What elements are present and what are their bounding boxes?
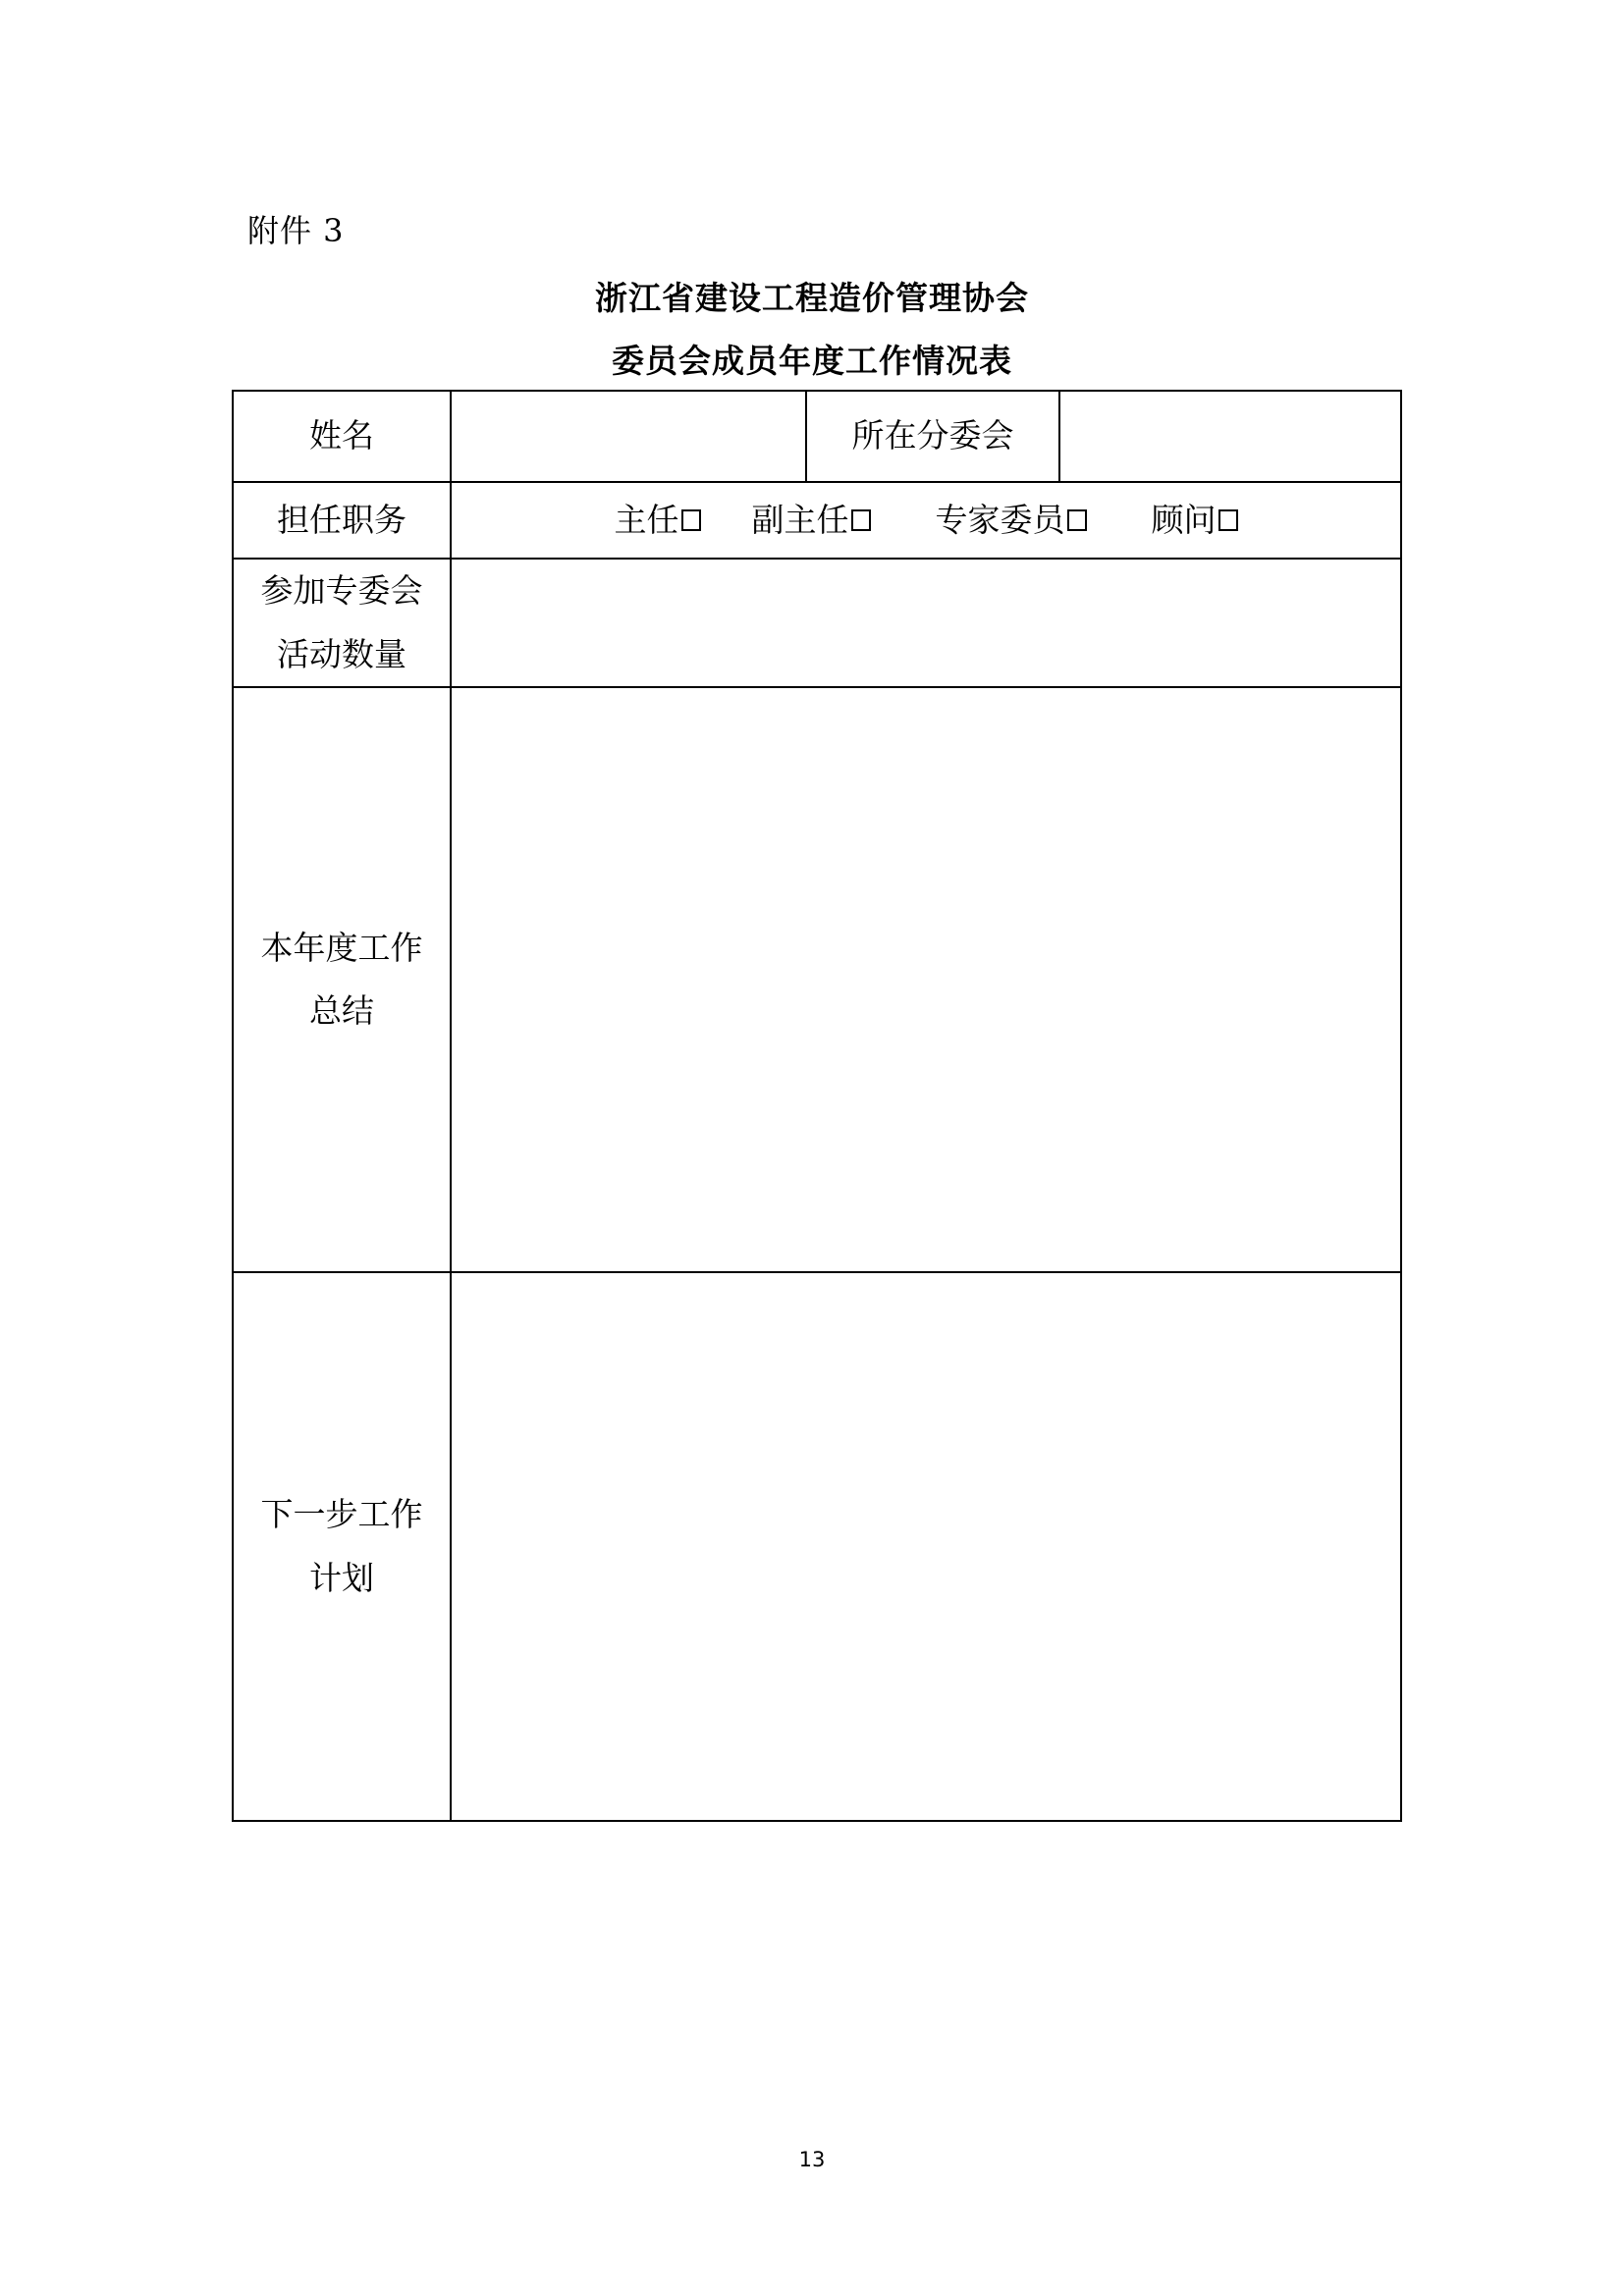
document-subtitle: 委员会成员年度工作情况表 — [612, 342, 1012, 380]
checkbox-icon[interactable] — [851, 509, 871, 531]
plan-label — [233, 1272, 451, 1821]
position-option-expert[interactable] — [936, 489, 1087, 552]
activities-label — [233, 559, 451, 687]
position-option-label: 主任 — [614, 500, 679, 539]
checkbox-icon[interactable] — [1067, 509, 1087, 531]
page-number: 13 — [798, 2148, 826, 2171]
plan-label-line1: 下一步工作 — [260, 1495, 423, 1534]
form-row-activities — [233, 559, 1401, 687]
checkbox-icon[interactable] — [1218, 509, 1238, 531]
position-option-label: 副主任 — [751, 500, 849, 539]
name-field[interactable] — [451, 391, 806, 482]
subcommittee-label: 所在分委会 — [806, 391, 1059, 482]
summary-label-line1: 本年度工作 — [260, 928, 423, 967]
position-options — [452, 489, 1400, 552]
attachment-label: 附件 3 — [247, 212, 345, 249]
checkbox-icon[interactable] — [681, 509, 701, 531]
document-title: 浙江省建设工程造价管理协会 — [595, 279, 1029, 317]
position-option-vice-chair[interactable] — [752, 489, 871, 552]
position-option-chair[interactable] — [615, 489, 701, 552]
summary-label-line2: 总结 — [309, 991, 374, 1030]
position-option-advisor[interactable] — [1152, 489, 1238, 552]
work-report-form — [232, 390, 1402, 1822]
position-option-label: 顾问 — [1151, 500, 1217, 539]
activities-label-line2: 活动数量 — [277, 634, 406, 673]
summary-field[interactable] — [451, 687, 1401, 1272]
position-options-cell — [451, 482, 1401, 559]
activities-label-line1: 参加专委会 — [260, 571, 423, 611]
position-option-label: 专家委员 — [935, 500, 1065, 539]
activities-field[interactable] — [451, 559, 1401, 687]
form-row-plan — [233, 1272, 1401, 1821]
summary-label — [233, 687, 451, 1272]
subcommittee-field[interactable] — [1059, 391, 1401, 482]
form-row-position — [233, 482, 1401, 559]
plan-label-line2: 计划 — [309, 1558, 374, 1597]
form-row-name — [233, 391, 1401, 482]
name-label: 姓名 — [233, 391, 451, 482]
position-label: 担任职务 — [233, 482, 451, 559]
plan-field[interactable] — [451, 1272, 1401, 1821]
form-row-summary — [233, 687, 1401, 1272]
